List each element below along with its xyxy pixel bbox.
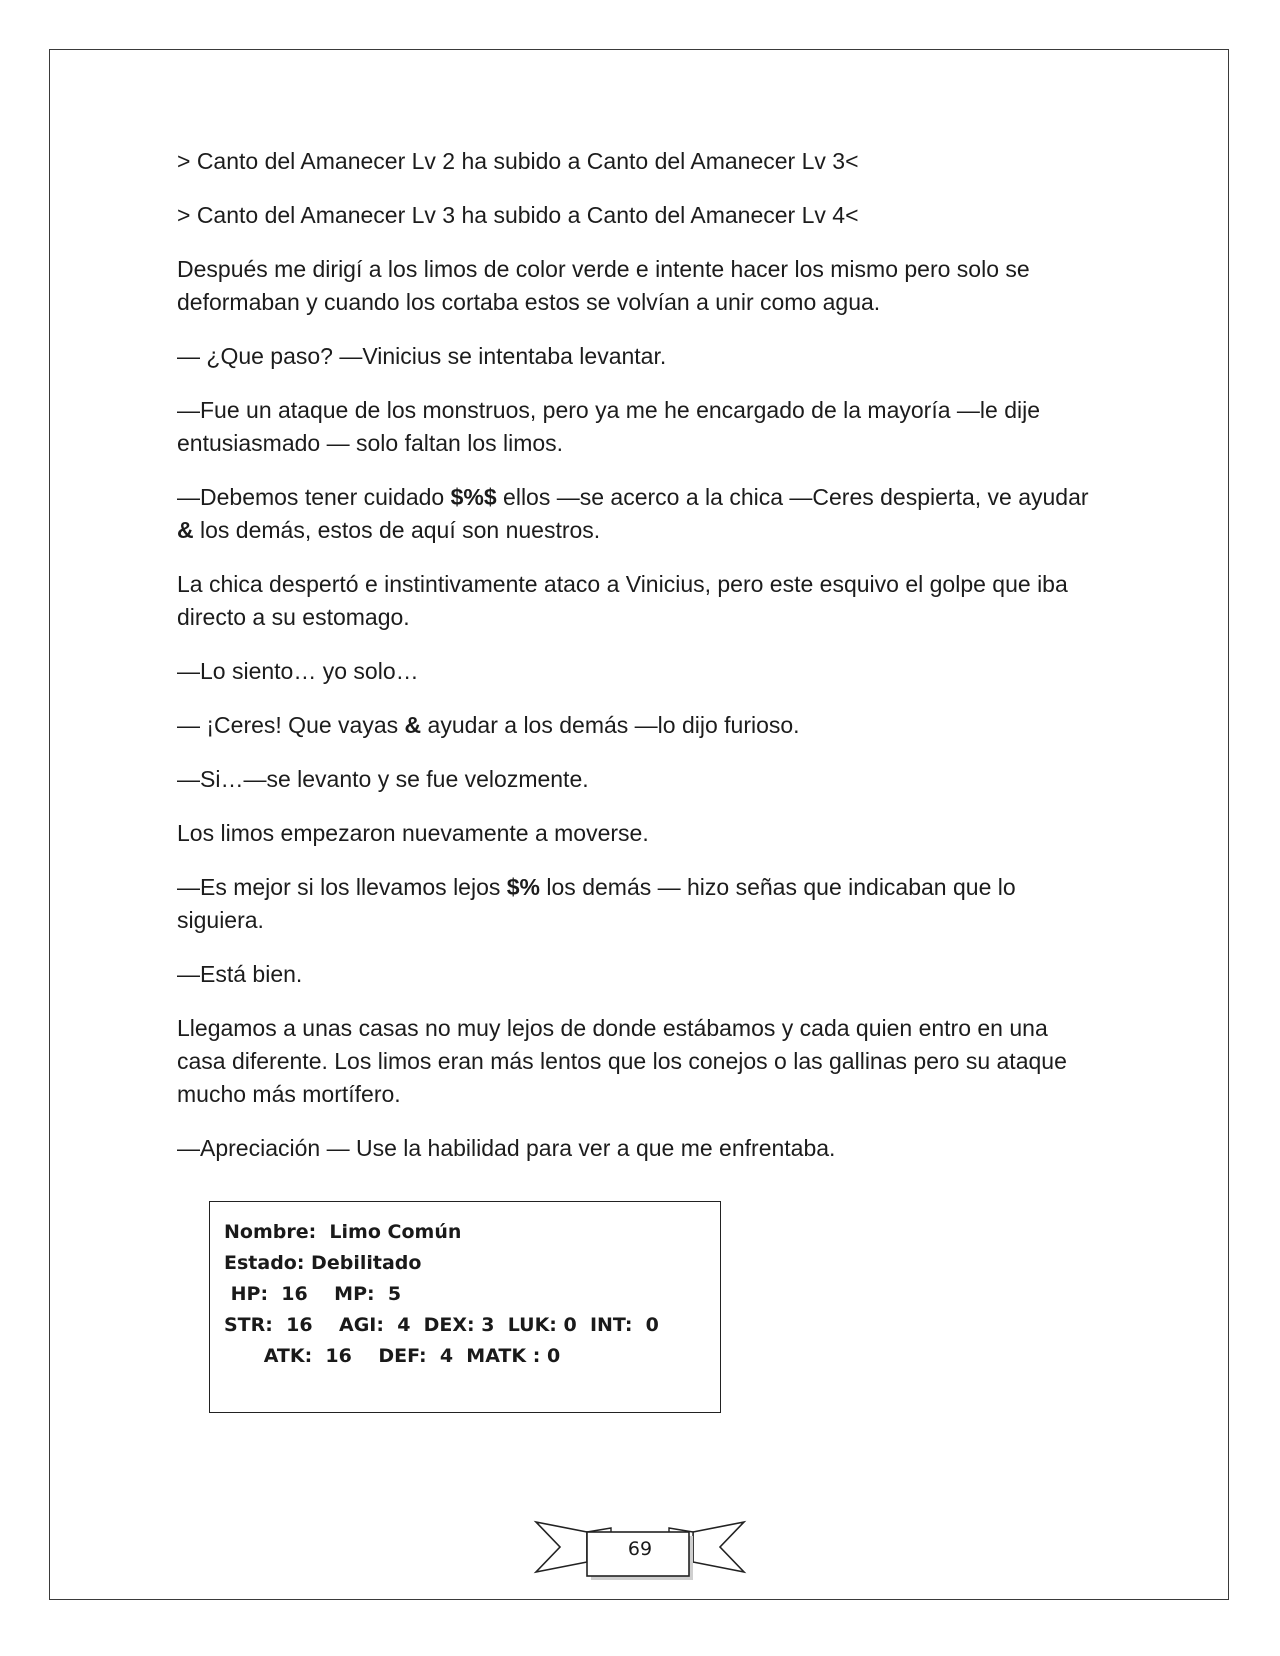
- paragraph: [177, 763, 1097, 796]
- bold-symbol: &: [177, 517, 194, 543]
- paragraph: [177, 145, 1097, 178]
- paragraph: [177, 340, 1097, 373]
- status-line: Estado: Debilitado: [224, 1252, 422, 1274]
- status-line: Nombre: Limo Común: [224, 1221, 462, 1243]
- text-run: La chica despertó e instintivamente ataco a Vinicius, pero este esquivo el golpe que iba directo a su estomago.: [177, 571, 1068, 630]
- paragraph: [177, 871, 1097, 937]
- bold-symbol: $%$: [450, 484, 497, 510]
- bold-symbol: &: [404, 712, 422, 738]
- text-run: los demás — hizo señas que indicaban que lo siguiera.: [177, 874, 1016, 933]
- text-run: Llegamos a unas casas no muy lejos de donde estábamos y cada quien entro en una casa diferente. Los limos eran más lentos que los conejos o las gallinas pero su ataque mucho más mortífero.: [177, 1015, 1067, 1107]
- status-line: ATK: 16 DEF: 4 MATK : 0: [224, 1345, 561, 1367]
- paragraph: [177, 1012, 1097, 1111]
- paragraph: [177, 253, 1097, 319]
- text-run: —Si…—se levanto y se fue velozmente.: [177, 766, 589, 792]
- paragraph: [177, 709, 1097, 742]
- paragraph: [177, 199, 1097, 232]
- text-run: ayudar a los demás —lo dijo furioso.: [421, 712, 800, 738]
- status-window: [209, 1201, 721, 1413]
- status-line: HP: 16 MP: 5: [224, 1283, 402, 1305]
- text-run: —Lo siento… yo solo…: [177, 658, 419, 684]
- text-run: — ¡Ceres! Que vayas: [177, 712, 405, 738]
- bold-symbol: $%: [506, 874, 541, 900]
- text-run: > Canto del Amanecer Lv 2 ha subido a Canto del Amanecer Lv 3<: [177, 148, 859, 174]
- text-run: —Debemos tener cuidado: [177, 484, 451, 510]
- paragraph: [177, 655, 1097, 688]
- text-run: —Fue un ataque de los monstruos, pero ya me he encargado de la mayoría —le dije entusiasmado — solo faltan los limos.: [177, 397, 1040, 456]
- page-number: 69: [627, 1538, 653, 1560]
- paragraph: [177, 394, 1097, 460]
- text-run: > Canto del Amanecer Lv 3 ha subido a Canto del Amanecer Lv 4<: [177, 202, 859, 228]
- status-line: STR: 16 AGI: 4 DEX: 3 LUK: 0 INT: 0: [224, 1314, 659, 1336]
- text-run: los demás, estos de aquí son nuestros.: [193, 517, 601, 543]
- paragraph: [177, 817, 1097, 850]
- text-run: —Apreciación — Use la habilidad para ver a que me enfrentaba.: [177, 1135, 836, 1161]
- paragraph: [177, 481, 1097, 547]
- paragraph: [177, 958, 1097, 991]
- text-run: — ¿Que paso? —Vinicius se intentaba levantar.: [177, 343, 667, 369]
- text-run: ellos —se acerco a la chica —Ceres despierta, ve ayudar: [496, 484, 1089, 510]
- paragraph: [177, 1132, 1097, 1165]
- page-text: [177, 145, 1097, 1186]
- text-run: Después me dirigí a los limos de color verde e intente hacer los mismo pero solo se deformaban y cuando los cortaba estos se volvían a unir como agua.: [177, 256, 1030, 315]
- paragraph: [177, 568, 1097, 634]
- text-run: Los limos empezaron nuevamente a moverse.: [177, 820, 649, 846]
- text-run: —Es mejor si los llevamos lejos: [177, 874, 507, 900]
- text-run: —Está bien.: [177, 961, 303, 987]
